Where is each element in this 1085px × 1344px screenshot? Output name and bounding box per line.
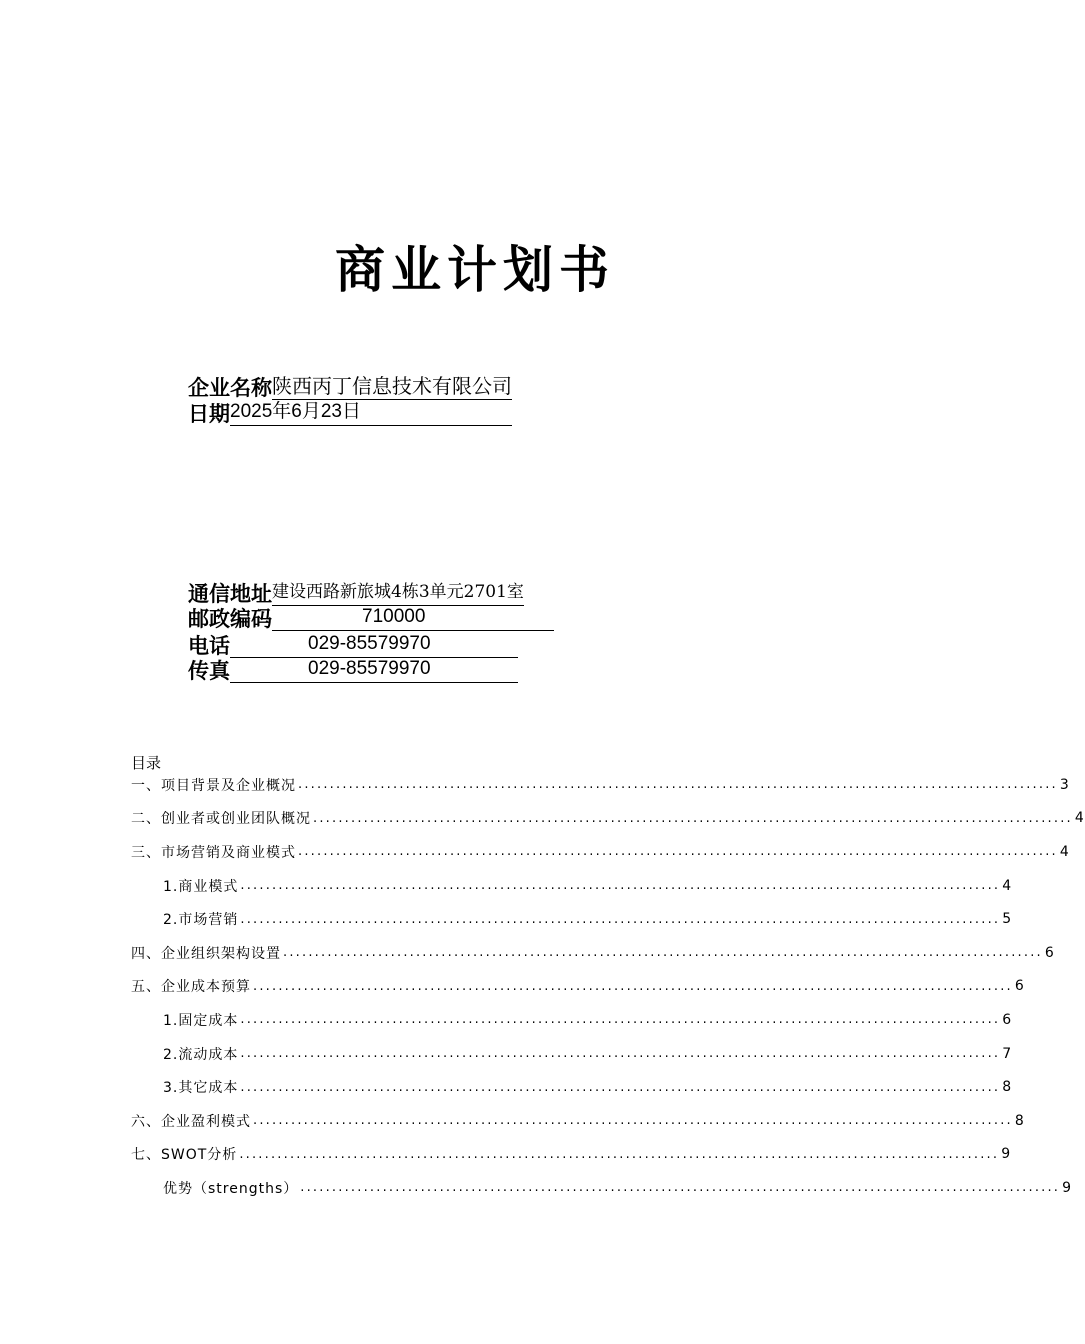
- toc-leader: ........................................................................................................................: [240, 1079, 1001, 1095]
- phone-field: [188, 630, 518, 658]
- toc-entry-page: 6: [1044, 944, 1055, 961]
- address-field: [188, 578, 524, 606]
- toc-entry-text: 二、创业者或创业团队概况: [131, 811, 311, 828]
- toc-entry-text: 一、项目背景及企业概况: [131, 777, 296, 794]
- toc-leader: ........................................................................................................................: [298, 844, 1058, 860]
- fax-label: 传真: [188, 659, 230, 683]
- toc-leader: ........................................................................................................................: [253, 1113, 1013, 1129]
- toc-entry[interactable]: [131, 936, 1055, 970]
- fax-value: 029-85579970: [230, 657, 518, 683]
- phone-label: 电话: [188, 634, 230, 658]
- toc-entry-text: 1.固定成本: [163, 1012, 239, 1029]
- toc-entry[interactable]: [131, 1003, 1013, 1037]
- postcode-field: [188, 603, 554, 631]
- toc-entry-page: 8: [1014, 1112, 1025, 1129]
- address-label: 通信地址: [188, 582, 272, 606]
- address-value: 建设西路新旅城4栋3单元2701室: [272, 580, 524, 606]
- toc-entry-text: 3.其它成本: [163, 1080, 239, 1097]
- toc-entry[interactable]: [131, 970, 1025, 1004]
- toc-entry-text: 三、市场营销及商业模式: [131, 844, 296, 861]
- toc-entry-text: 四、企业组织架构设置: [131, 945, 281, 962]
- toc-entry[interactable]: [131, 802, 1085, 836]
- toc-leader: ........................................................................................................................: [283, 945, 1043, 961]
- toc-entry[interactable]: [131, 1171, 1073, 1205]
- toc-entry-text: 七、SWOT分析: [131, 1147, 238, 1164]
- postcode-label: 邮政编码: [188, 607, 272, 631]
- toc-entry[interactable]: [131, 1138, 1012, 1172]
- toc-entry-page: 6: [1014, 978, 1025, 995]
- toc-entry-text: 五、企业成本预算: [131, 979, 251, 996]
- date-value: 2025年6月23日: [230, 400, 512, 426]
- toc-entry-page: 9: [1062, 1179, 1073, 1196]
- toc-leader: ........................................................................................................................: [240, 1046, 1001, 1062]
- toc-entry-page: 9: [1001, 1146, 1012, 1163]
- document-title: 商业计划书: [335, 241, 615, 299]
- toc-entry[interactable]: [131, 835, 1070, 869]
- toc-entry-page: 3: [1059, 776, 1070, 793]
- toc-leader: ........................................................................................................................: [239, 1146, 1000, 1162]
- postcode-value: 710000: [272, 605, 554, 631]
- toc-entry-page: 4: [1059, 843, 1070, 860]
- toc-leader: ........................................................................................................................: [300, 1180, 1061, 1196]
- toc-entry-page: 7: [1002, 1045, 1013, 1062]
- company-label: 企业名称: [188, 376, 272, 400]
- toc-entry[interactable]: [131, 768, 1070, 802]
- date-label: 日期: [188, 402, 230, 426]
- toc-entry[interactable]: [131, 1070, 1013, 1104]
- toc-leader: ........................................................................................................................: [240, 1012, 1001, 1028]
- toc-entry-page: 4: [1002, 877, 1013, 894]
- toc-entry-page: 5: [1002, 911, 1013, 928]
- date-field: [188, 398, 512, 426]
- company-field: [188, 372, 512, 400]
- toc-leader: ........................................................................................................................: [253, 978, 1013, 994]
- toc-entry-text: 2.流动成本: [163, 1046, 239, 1063]
- toc-entry-page: 4: [1074, 810, 1085, 827]
- toc-entry[interactable]: [131, 869, 1013, 903]
- toc-entry[interactable]: [131, 1037, 1013, 1071]
- company-value: 陕西丙丁信息技术有限公司: [272, 374, 512, 398]
- toc-entry[interactable]: [131, 902, 1013, 936]
- toc-entry-text: 六、企业盈利模式: [131, 1113, 251, 1130]
- toc-heading: 目录: [131, 754, 162, 772]
- toc-entry[interactable]: [131, 1104, 1025, 1138]
- toc-entry-text: 1.商业模式: [163, 878, 239, 895]
- toc-entry-text: 2.市场营销: [163, 912, 239, 929]
- toc-leader: ........................................................................................................................: [298, 777, 1058, 793]
- toc-leader: ........................................................................................................................: [313, 810, 1073, 826]
- toc-entry-page: 6: [1002, 1011, 1013, 1028]
- toc-leader: ........................................................................................................................: [240, 878, 1001, 894]
- toc-entry-text: 优势（strengths）: [163, 1180, 299, 1197]
- toc-leader: ........................................................................................................................: [240, 911, 1001, 927]
- toc-entry-page: 8: [1002, 1079, 1013, 1096]
- table-of-contents: [131, 768, 1085, 1205]
- fax-field: [188, 655, 518, 683]
- phone-value: 029-85579970: [230, 632, 518, 658]
